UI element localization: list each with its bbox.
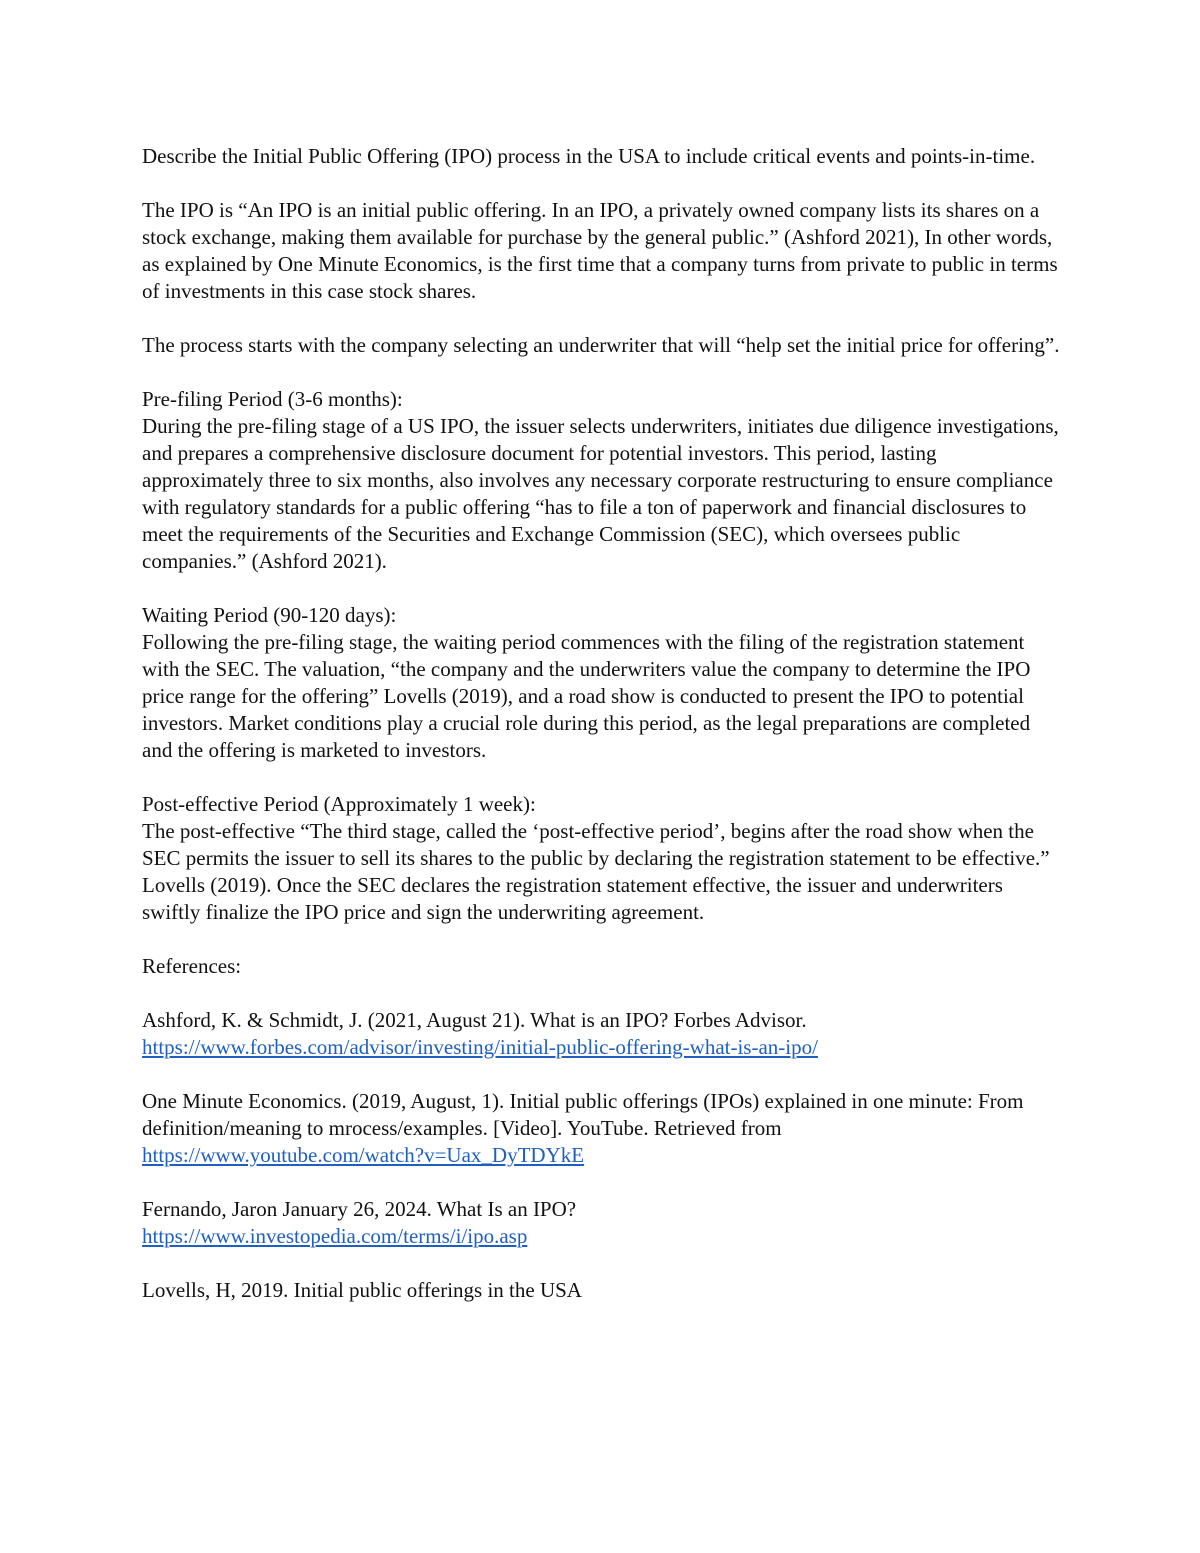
reference-item (142, 1196, 1062, 1250)
question-paragraph: Describe the Initial Public Offering (IPO) process in the USA to include critical events and points-in-time. (142, 144, 1036, 168)
section-heading: Post-effective Period (Approximately 1 week): (142, 792, 536, 816)
references-heading: References: (142, 954, 242, 978)
section-waiting (142, 602, 1062, 764)
section-body: Following the pre-filing stage, the waiting period commences with the filing of the registration statement with the SEC. The valuation, “the company and the underwriters value the company to determine the IPO price range for the offering” Lovells (2019), and a road show is conducted to present the IPO to potential investors. Market conditions play a crucial role during this period, as the legal preparations are completed and the offering is marketed to investors. (142, 630, 1031, 762)
reference-item (142, 1007, 1062, 1061)
reference-item (142, 1277, 1062, 1304)
section-body: During the pre-filing stage of a US IPO, the issuer selects underwriters, initiates due diligence investigations, and prepares a comprehensive disclosure document for potential investors. This period, lasting approximately three to six months, also involves any necessary corporate restructuring to ensure compliance with regulatory standards for a public offering “has to file a ton of paperwork and financial disclosures to meet the requirements of the Securities and Exchange Commission (SEC), which oversees public companies.” (Ashford 2021). (142, 414, 1059, 573)
intro-paragraph: The IPO is “An IPO is an initial public offering. In an IPO, a privately owned company lists its shares on a stock exchange, making them available for purchase by the general public.” (Ashford 2021), In other words, as explained by One Minute Economics, is the first time that a company turns from private to public in terms of investments in this case stock shares. (142, 198, 1058, 303)
section-heading: Pre-filing Period (3-6 months): (142, 387, 403, 411)
reference-link[interactable]: https://www.forbes.com/advisor/investing/initial-public-offering-what-is-an-ipo/ (142, 1035, 818, 1059)
reference-text: Lovells, H, 2019. Initial public offerings in the USA (142, 1278, 582, 1302)
process-start-paragraph: The process starts with the company selecting an underwriter that will “help set the initial price for offering”. (142, 333, 1060, 357)
reference-item (142, 1088, 1062, 1169)
reference-link[interactable]: https://www.investopedia.com/terms/i/ipo.asp (142, 1224, 528, 1248)
document-page (142, 143, 1062, 1304)
section-heading: Waiting Period (90-120 days): (142, 603, 397, 627)
section-post-effective (142, 791, 1062, 926)
reference-text: Fernando, Jaron January 26, 2024. What Is an IPO? (142, 1197, 577, 1221)
reference-link[interactable]: https://www.youtube.com/watch?v=Uax_DyTDYkE (142, 1143, 585, 1167)
reference-text: Ashford, K. & Schmidt, J. (2021, August 21). What is an IPO? Forbes Advisor. (142, 1008, 807, 1032)
section-body: The post-effective “The third stage, called the ‘post-effective period’, begins after the road show when the SEC permits the issuer to sell its shares to the public by declaring the registration statement to be effective.” Lovells (2019). Once the SEC declares the registration statement effective, the issuer and underwriters swiftly finalize the IPO price and sign the underwriting agreement. (142, 819, 1050, 924)
section-pre-filing (142, 386, 1062, 575)
reference-text: One Minute Economics. (2019, August, 1). Initial public offerings (IPOs) explained in one minute: From definition/meaning to mrocess/examples. [Video]. YouTube. Retrieved from (142, 1089, 1024, 1140)
